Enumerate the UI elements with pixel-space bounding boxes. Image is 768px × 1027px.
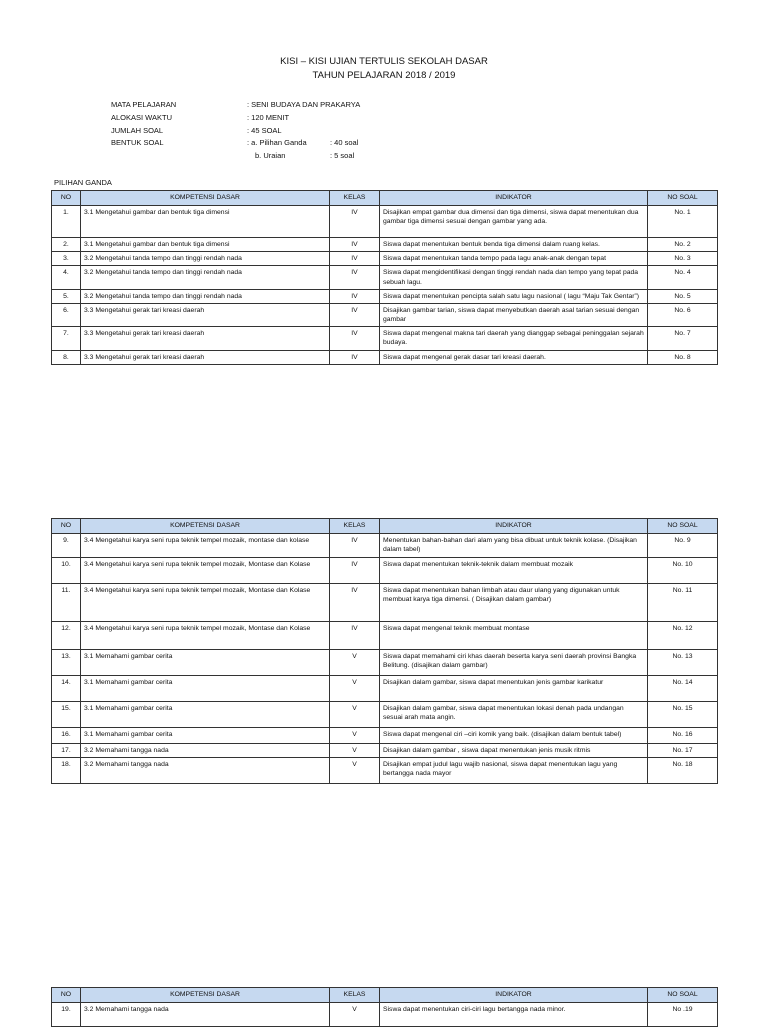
bentuk-b: b. Uraian <box>255 151 286 160</box>
cell-nosoal: No .19 <box>648 1003 718 1027</box>
cell-kompetensi: 3.2 Memahami tangga nada <box>81 744 330 758</box>
cell-no: 15. <box>52 702 81 728</box>
cell-kelas: IV <box>330 252 380 266</box>
cell-nosoal: No. 12 <box>648 622 718 650</box>
cell-nosoal: No. 1 <box>648 206 718 238</box>
kisi-table-1 <box>51 190 718 365</box>
cell-no: 5. <box>52 289 81 303</box>
bentuk-b-count: : 5 soal <box>330 151 355 160</box>
cell-kompetensi: 3.2 Memahami tangga nada <box>81 758 330 784</box>
cell-nosoal: No. 9 <box>648 534 718 558</box>
cell-no: 8. <box>52 350 81 364</box>
cell-kompetensi: 3.2 Mengetahui tanda tempo dan tinggi rendah nada <box>81 289 330 303</box>
cell-kelas: V <box>330 650 380 676</box>
cell-no: 2. <box>52 238 81 252</box>
cell-indikator: Disajikan empat gambar dua dimensi dan tiga dimensi, siswa dapat menentukan dua gambar tiga dimensi sesuai dengan gambar yang ada. <box>380 206 648 238</box>
cell-indikator: Siswa dapat menentukan ciri-ciri lagu bertangga nada minor. <box>380 1003 648 1027</box>
cell-kelas: IV <box>330 327 380 350</box>
cell-kompetensi: 3.4 Mengetahui karya seni rupa teknik tempel mozaik, montase dan kolase <box>81 534 330 558</box>
table-row <box>52 728 718 744</box>
header-kd: KOMPETENSI DASAR <box>81 191 330 206</box>
cell-kelas: IV <box>330 266 380 289</box>
cell-no: 18. <box>52 758 81 784</box>
mapel-label: MATA PELAJARAN <box>111 100 177 109</box>
cell-kelas: V <box>330 1003 380 1027</box>
cell-indikator: Disajikan dalam gambar, siswa dapat menentukan jenis gambar karikatur <box>380 676 648 702</box>
table-row <box>52 303 718 326</box>
cell-no: 19. <box>52 1003 81 1027</box>
table-row <box>52 744 718 758</box>
cell-nosoal: No. 16 <box>648 728 718 744</box>
cell-no: 14. <box>52 676 81 702</box>
cell-nosoal: No. 6 <box>648 303 718 326</box>
cell-kompetensi: 3.1 Memahami gambar cerita <box>81 728 330 744</box>
cell-kelas: IV <box>330 303 380 326</box>
cell-indikator: Siswa dapat mengenal teknik membuat montase <box>380 622 648 650</box>
kisi-table-2 <box>51 518 718 784</box>
cell-nosoal: No. 18 <box>648 758 718 784</box>
cell-nosoal: No. 11 <box>648 584 718 622</box>
table-header-row <box>52 988 718 1003</box>
table-row <box>52 1003 718 1027</box>
bentuk-value: : a. Pilihan Ganda <box>247 138 307 147</box>
cell-kelas: V <box>330 676 380 702</box>
cell-no: 4. <box>52 266 81 289</box>
cell-no: 9. <box>52 534 81 558</box>
table-row <box>52 252 718 266</box>
table-row <box>52 238 718 252</box>
cell-indikator: Siswa dapat memahami ciri khas daerah beserta karya seni daerah provinsi Bangka Belitung. (disajikan dalam gambar) <box>380 650 648 676</box>
table-row <box>52 650 718 676</box>
table-row <box>52 350 718 364</box>
cell-indikator: Siswa dapat mengenal gerak dasar tari kreasi daerah. <box>380 350 648 364</box>
cell-kompetensi: 3.1 Memahami gambar cerita <box>81 676 330 702</box>
header-nosoal: NO SOAL <box>648 988 718 1003</box>
cell-no: 7. <box>52 327 81 350</box>
cell-nosoal: No. 10 <box>648 558 718 584</box>
kisi-table-3 <box>51 987 718 1027</box>
cell-kompetensi: 3.3 Mengetahui gerak tari kreasi daerah <box>81 327 330 350</box>
table-row <box>52 558 718 584</box>
table-row <box>52 327 718 350</box>
waktu-label: ALOKASI WAKTU <box>111 113 172 122</box>
cell-indikator: Siswa dapat menentukan pencipta salah satu lagu nasional ( lagu “Maju Tak Gentar”) <box>380 289 648 303</box>
header-kd: KOMPETENSI DASAR <box>81 519 330 534</box>
mapel-value: : SENI BUDAYA DAN PRAKARYA <box>247 100 361 109</box>
cell-indikator: Siswa dapat menentukan bahan limbah atau daur ulang yang digunakan untuk membuat karya tiga dimensi. ( Disajikan dalam gambar) <box>380 584 648 622</box>
cell-kelas: V <box>330 758 380 784</box>
table-row <box>52 758 718 784</box>
cell-indikator: Disajikan empat judul lagu wajib nasional, siswa dapat menentukan lagu yang bertangga nada mayor <box>380 758 648 784</box>
cell-kelas: IV <box>330 622 380 650</box>
cell-indikator: Disajikan gambar tarian, siswa dapat menyebutkan daerah asal tarian sesuai dengan gambar <box>380 303 648 326</box>
table-row <box>52 622 718 650</box>
section-label: PILIHAN GANDA <box>54 178 112 187</box>
doc-subtitle: TAHUN PELAJARAN 2018 / 2019 <box>312 70 456 81</box>
cell-kompetensi: 3.3 Mengetahui gerak tari kreasi daerah <box>81 303 330 326</box>
header-indikator: INDIKATOR <box>380 519 648 534</box>
cell-no: 3. <box>52 252 81 266</box>
cell-nosoal: No. 4 <box>648 266 718 289</box>
cell-no: 16. <box>52 728 81 744</box>
table-row <box>52 206 718 238</box>
cell-no: 17. <box>52 744 81 758</box>
table-row <box>52 289 718 303</box>
cell-no: 6. <box>52 303 81 326</box>
cell-indikator: Siswa dapat mengidentifikasi dengan tinggi rendah nada dan tempo yang tepat pada sebuah lagu. <box>380 266 648 289</box>
cell-kompetensi: 3.1 Memahami gambar cerita <box>81 702 330 728</box>
cell-kelas: IV <box>330 558 380 584</box>
cell-kelas: V <box>330 744 380 758</box>
cell-kompetensi: 3.2 Mengetahui tanda tempo dan tinggi rendah nada <box>81 266 330 289</box>
cell-indikator: Disajikan dalam gambar, siswa dapat menentukan lokasi denah pada undangan sesuai arah mata angin. <box>380 702 648 728</box>
cell-kompetensi: 3.1 Memahami gambar cerita <box>81 650 330 676</box>
cell-kompetensi: 3.3 Mengetahui gerak tari kreasi daerah <box>81 350 330 364</box>
cell-nosoal: No. 13 <box>648 650 718 676</box>
header-kelas: KELAS <box>330 988 380 1003</box>
cell-kelas: IV <box>330 584 380 622</box>
cell-kompetensi: 3.4 Mengetahui karya seni rupa teknik tempel mozaik, Montase dan Kolase <box>81 558 330 584</box>
cell-kelas: V <box>330 702 380 728</box>
header-nosoal: NO SOAL <box>648 519 718 534</box>
cell-kelas: IV <box>330 534 380 558</box>
cell-nosoal: No. 17 <box>648 744 718 758</box>
cell-indikator: Siswa dapat menentukan tanda tempo pada lagu anak-anak dengan tepat <box>380 252 648 266</box>
cell-nosoal: No. 7 <box>648 327 718 350</box>
cell-indikator: Siswa dapat menentukan bentuk benda tiga dimensi dalam ruang kelas. <box>380 238 648 252</box>
header-no: NO <box>52 988 81 1003</box>
waktu-value: : 120 MENIT <box>247 113 290 122</box>
table-row <box>52 266 718 289</box>
table-row <box>52 676 718 702</box>
header-kelas: KELAS <box>330 519 380 534</box>
cell-kelas: IV <box>330 289 380 303</box>
jumlah-value: : 45 SOAL <box>247 126 282 135</box>
cell-indikator: Disajikan dalam gambar , siswa dapat menentukan jenis musik ritmis <box>380 744 648 758</box>
cell-kompetensi: 3.1 Mengetahui gambar dan bentuk tiga dimensi <box>81 206 330 238</box>
cell-kompetensi: 3.4 Mengetahui karya seni rupa teknik tempel mozaik, Montase dan Kolase <box>81 584 330 622</box>
cell-nosoal: No. 2 <box>648 238 718 252</box>
cell-nosoal: No. 3 <box>648 252 718 266</box>
cell-kompetensi: 3.1 Mengetahui gambar dan bentuk tiga dimensi <box>81 238 330 252</box>
cell-nosoal: No. 5 <box>648 289 718 303</box>
cell-nosoal: No. 14 <box>648 676 718 702</box>
table-row <box>52 702 718 728</box>
cell-nosoal: No. 15 <box>648 702 718 728</box>
table-header-row <box>52 191 718 206</box>
cell-kelas: IV <box>330 238 380 252</box>
header-no: NO <box>52 519 81 534</box>
cell-kelas: V <box>330 728 380 744</box>
cell-no: 1. <box>52 206 81 238</box>
jumlah-label: JUMLAH SOAL <box>111 126 164 135</box>
header-indikator: INDIKATOR <box>380 191 648 206</box>
header-kelas: KELAS <box>330 191 380 206</box>
header-kd: KOMPETENSI DASAR <box>81 988 330 1003</box>
cell-indikator: Siswa dapat mengenal ciri –ciri komik yang baik. (disajikan dalam bentuk tabel) <box>380 728 648 744</box>
header-no: NO <box>52 191 81 206</box>
doc-title: KISI – KISI UJIAN TERTULIS SEKOLAH DASAR <box>280 56 488 67</box>
cell-kompetensi: 3.2 Mengetahui tanda tempo dan tinggi rendah nada <box>81 252 330 266</box>
cell-kelas: IV <box>330 206 380 238</box>
header-indikator: INDIKATOR <box>380 988 648 1003</box>
cell-indikator: Siswa dapat menentukan teknik-teknik dalam membuat mozaik <box>380 558 648 584</box>
cell-kelas: IV <box>330 350 380 364</box>
table-header-row <box>52 519 718 534</box>
cell-kompetensi: 3.2 Memahami tangga nada <box>81 1003 330 1027</box>
cell-nosoal: No. 8 <box>648 350 718 364</box>
cell-no: 11. <box>52 584 81 622</box>
cell-no: 12. <box>52 622 81 650</box>
cell-no: 13. <box>52 650 81 676</box>
cell-kompetensi: 3.4 Mengetahui karya seni rupa teknik tempel mozaik, Montase dan Kolase <box>81 622 330 650</box>
cell-no: 10. <box>52 558 81 584</box>
cell-indikator: Menentukan bahan-bahan dari alam yang bisa dibuat untuk teknik kolase. (Disajikan dalam tabel) <box>380 534 648 558</box>
bentuk-label: BENTUK SOAL <box>111 138 164 147</box>
table-row <box>52 584 718 622</box>
table-row <box>52 534 718 558</box>
header-nosoal: NO SOAL <box>648 191 718 206</box>
bentuk-a-count: : 40 soal <box>330 138 359 147</box>
cell-indikator: Siswa dapat mengenal makna tari daerah yang dianggap sebagai peninggalan sejarah budaya. <box>380 327 648 350</box>
